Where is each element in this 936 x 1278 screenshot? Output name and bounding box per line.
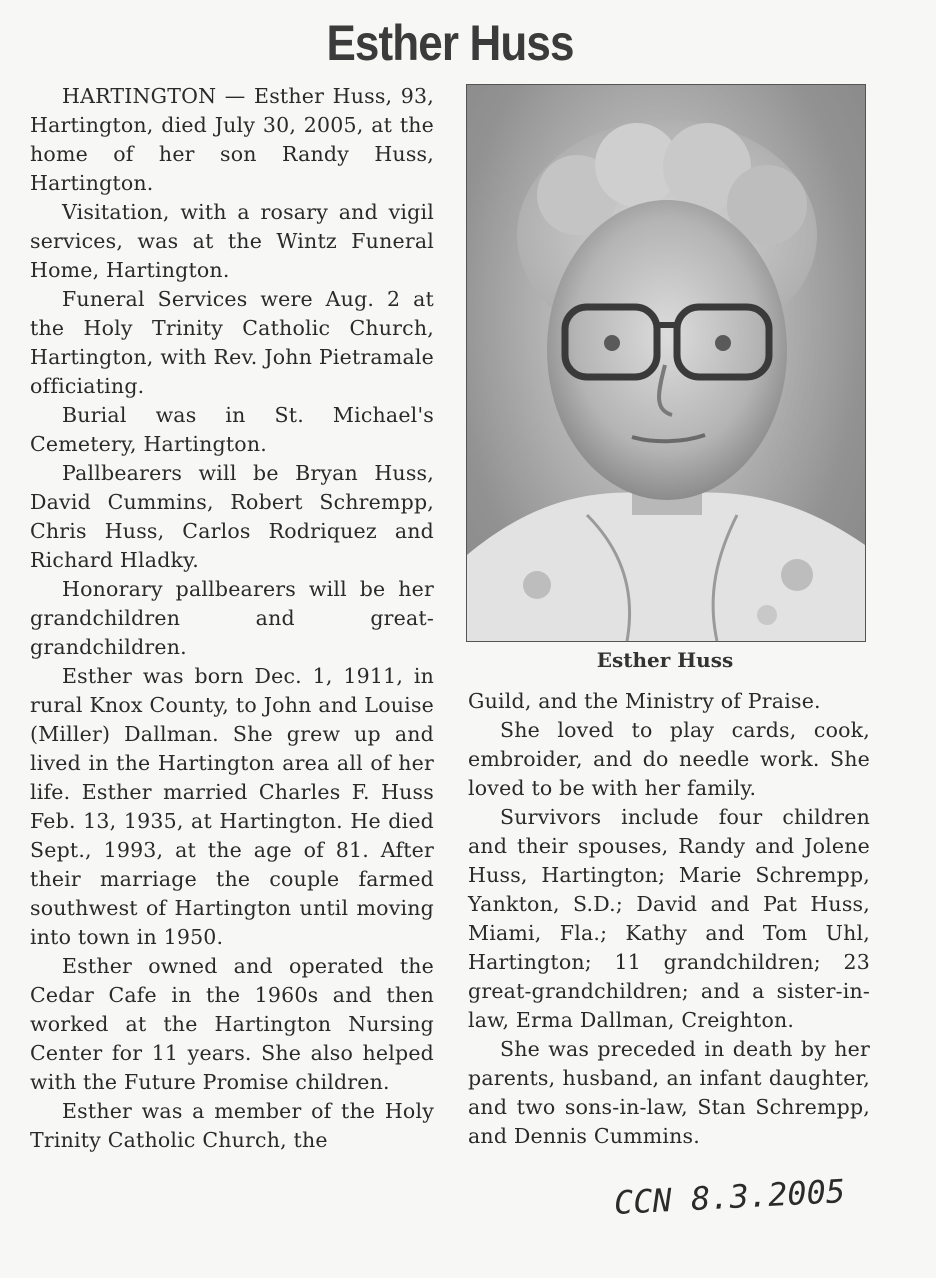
handwritten-note-text: CCN 8.3.2005: [613, 1171, 846, 1223]
photo-caption: Esther Huss: [596, 648, 734, 672]
paragraph-biography: Esther was born Dec. 1, 1911, in rural Knox County, to John and Louise (Miller) Dallman. She grew up and lived in the Hartington area all of her life. Esther married Charles F. Huss Feb. 13, 1935, at Hartington. He died Sept., 1993, at the age of 81. After their marriage the couple farmed southwest of Hartington until moving into town in 1950.: [30, 664, 434, 949]
paragraph-funeral-services: Funeral Services were Aug. 2 at the Holy Trinity Catholic Church, Hartington, with Rev. John Pietramale officiating.: [30, 287, 434, 398]
paragraph-hobbies: She loved to play cards, cook, embroider, and do needle work. She loved to be with her family.: [468, 718, 870, 800]
paragraph-survivors: Survivors include four children and their spouses, Randy and Jolene Huss, Hartington; Marie Schrempp, Yankton, S.D.; David and Pat Huss, Miami, Fla.; Kathy and Tom Uhl, Hartington; 11 grandchildren; 23 great-grandchildren; and a sister-in-law, Erma Dallman, Creighton.: [468, 805, 870, 1032]
obituary-headline: Esther Huss: [326, 15, 574, 71]
paragraph-burial: Burial was in St. Michael's Cemetery, Hartington.: [30, 403, 434, 456]
paragraph-membership-continued: Guild, and the Ministry of Praise.: [468, 689, 821, 713]
portrait-illustration: [467, 85, 865, 641]
paragraph-career: Esther owned and operated the Cedar Cafe in the 1960s and then worked at the Hartington Nursing Center for 11 years. She also helped with the Future Promise children.: [30, 954, 434, 1094]
portrait-photo: [466, 84, 866, 642]
handwritten-note: [610, 1168, 870, 1228]
right-column: [468, 687, 870, 1151]
paragraph-membership: Esther was a member of the Holy Trinity Catholic Church, the: [30, 1099, 434, 1152]
paragraph-visitation: Visitation, with a rosary and vigil services, was at the Wintz Funeral Home, Hartington.: [30, 200, 434, 282]
left-column: [30, 82, 434, 1155]
paragraph-pallbearers: Pallbearers will be Bryan Huss, David Cummins, Robert Schrempp, Chris Huss, Carlos Rodriquez and Richard Hladky.: [30, 461, 434, 572]
paragraph-death-notice: HARTINGTON — Esther Huss, 93, Hartington, died July 30, 2005, at the home of her son Randy Huss, Hartington.: [30, 84, 434, 195]
paragraph-preceded-in-death: She was preceded in death by her parents, husband, an infant daughter, and two sons-in-law, Stan Schrempp, and Dennis Cummins.: [468, 1037, 870, 1148]
paragraph-honorary-pallbearers: Honorary pallbearers will be her grandchildren and great-grandchildren.: [30, 577, 434, 659]
